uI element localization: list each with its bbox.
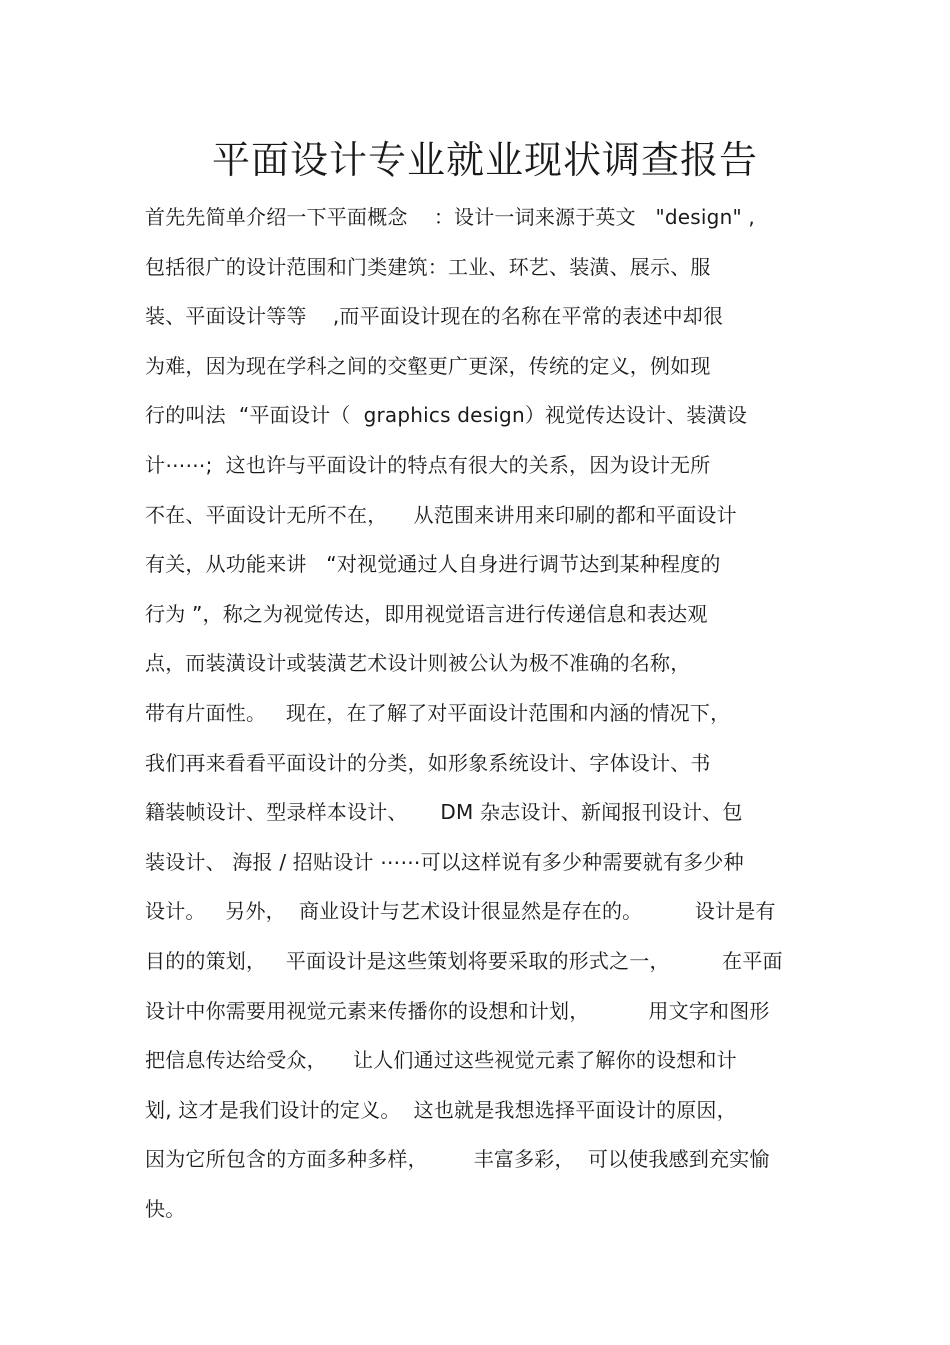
text-line: 把信息传达给受众， 让人们通过这些视觉元素了解你的设想和计 bbox=[145, 1048, 737, 1073]
text-line: 带有片面性。 现在，在了解了对平面设计范围和内涵的情况下， bbox=[145, 700, 731, 725]
text-line: 有关，从功能来讲 “对视觉通过人自身进行调节达到某种程度的 bbox=[145, 552, 721, 577]
text-line: 点，而装潢设计或装潢艺术设计则被公认为极不准确的名称， bbox=[145, 651, 691, 676]
text-line: 不在、平面设计无所不在， 从范围来讲用来印刷的都和平面设计 bbox=[145, 502, 737, 527]
text-line: 籍装帧设计、型录样本设计、 DM 杂志设计、新闻报刊设计、包 bbox=[145, 800, 743, 825]
text-line: 设计。 另外， 商业设计与艺术设计很显然是存在的。 设计是有 bbox=[145, 899, 776, 924]
text-line: 设计中你需要用视觉元素来传播你的设想和计划， 用文字和图形 bbox=[145, 998, 770, 1023]
page-title: 平面设计专业就业现状调查报告 bbox=[211, 138, 758, 182]
text-line: 目的的策划， 平面设计是这些策划将要采取的形式之一， 在平面 bbox=[145, 948, 783, 973]
text-line: 因为它所包含的方面多种多样， 丰富多彩， 可以使我感到充实愉 bbox=[145, 1147, 770, 1172]
text-line: 划, 这才是我们设计的定义。 这也就是我想选择平面设计的原因， bbox=[145, 1097, 737, 1122]
text-line: 我们再来看看平面设计的分类，如形象系统设计、字体设计、书 bbox=[145, 750, 711, 775]
text-line: 行的叫法 “平面设计（ graphics design）视觉传达设计、装潢设 bbox=[145, 403, 748, 428]
text-line: 计⋯⋯; 这也许与平面设计的特点有很大的关系，因为设计无所 bbox=[145, 452, 711, 477]
text-line: 快。 bbox=[145, 1196, 186, 1221]
text-line: 包括很广的设计范围和门类建筑：工业、环艺、装潢、展示、服 bbox=[145, 254, 711, 279]
text-line: 装设计、 海报 / 招贴设计 ⋯⋯可以这样说有多少种需要就有多少种 bbox=[145, 849, 744, 874]
text-line: 行为 ”，称之为视觉传达，即用视觉语言进行传递信息和表达观 bbox=[145, 601, 708, 626]
text-line: 首先先简单介绍一下平面概念 ：设计一词来源于英文 "design" , bbox=[145, 205, 755, 229]
body-paragraph bbox=[145, 193, 845, 1234]
text-line: 为难，因为现在学科之间的交壑更广更深，传统的定义，例如现 bbox=[145, 353, 711, 378]
text-line: 装、平面设计等等 ,而平面设计现在的名称在平常的表述中却很 bbox=[145, 304, 724, 329]
